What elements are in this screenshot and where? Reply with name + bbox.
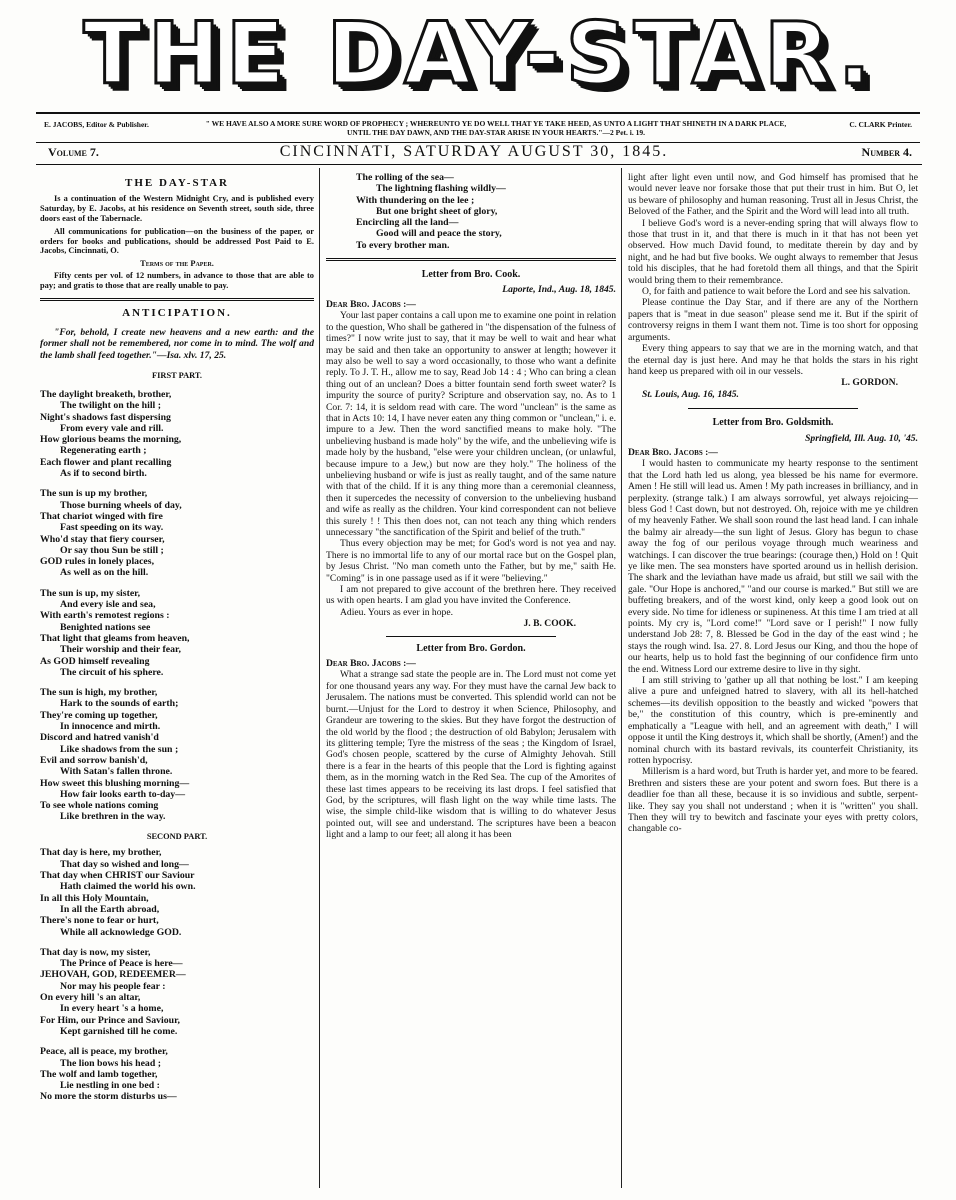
printer-credit: C. CLARK Printer. bbox=[849, 120, 912, 129]
poem-line: Evil and sorrow banish'd, bbox=[40, 754, 148, 766]
poem-line: Good will and peace the story, bbox=[376, 228, 502, 240]
letter-gordon-paragraph: I believe God's word is a never-ending spring that will always flow to those that trust in it, and that there is much in it that has not been yet observed. How much David found, to meditate therein by day and by night, and he had but five books. We ought always to remember that Jesus told his disciples, that he had foretold them all things, and that the Spirit would bring them to their remembrance. bbox=[628, 217, 918, 286]
poem-line: No more the storm disturbs us— bbox=[40, 1091, 177, 1103]
letter-gordon-heading: Letter from Bro. Gordon. bbox=[416, 642, 526, 654]
poem-line: The lion bows his head ; bbox=[60, 1057, 161, 1069]
poem-line: In all this Holy Mountain, bbox=[40, 892, 149, 904]
letter-cook-place: Laporte, Ind., Aug. 18, 1845. bbox=[502, 284, 616, 296]
poem-line: For Him, our Prince and Saviour, bbox=[40, 1014, 180, 1026]
poem-line: Nor may his people fear : bbox=[60, 980, 166, 992]
terms-heading: Terms of the Paper. bbox=[140, 259, 214, 269]
poem-line: The sun is up my brother, bbox=[40, 488, 148, 500]
section-rule bbox=[386, 636, 556, 637]
poem-line: JEHOVAH, GOD, REDEEMER— bbox=[40, 969, 186, 981]
dateline bbox=[44, 142, 916, 162]
poem-line: Discord and hatred vanish'd bbox=[40, 732, 159, 744]
section-rule bbox=[326, 258, 616, 261]
column-2 bbox=[326, 172, 616, 1194]
poem-line: With thundering on the lee ; bbox=[356, 194, 475, 206]
poem-line: How glorious beams the morning, bbox=[40, 434, 182, 446]
poem-line: The sun is high, my brother, bbox=[40, 687, 158, 699]
poem-line: As well as on the hill. bbox=[60, 567, 149, 579]
poem-title: ANTICIPATION. bbox=[122, 306, 232, 319]
motto: " WE HAVE ALSO A MORE SURE WORD OF PROPHECY ; WHEREUNTO YE DO WELL THAT YE TAKE HEED, AS UNTO A LIGHT THAT SHINETH IN A DARK PLACE, UNTIL THE DAY DAWN, AND THE DAY-STAR ARISE IN YOUR HEARTS."—2 Pet. i. 19. bbox=[205, 119, 787, 137]
poem-line: The sun is up, my sister, bbox=[40, 587, 141, 599]
letter-cook-paragraph: Thus every objection may be met; for God's word is not yea and nay. There is no immortal life to any of our mortal race but on the Gospel plan, by Jesus Christ. "No man cometh unto the Father, but by me," saith He. "Coming" is in one passage used as if it were "believing." bbox=[326, 538, 616, 584]
poem-line: The circuit of his sphere. bbox=[60, 666, 164, 678]
poem-line: Those burning wheels of day, bbox=[60, 499, 182, 511]
poem-line: That day so wished and long— bbox=[60, 858, 189, 870]
poem-line: Regenerating earth ; bbox=[60, 445, 147, 457]
poem-stanza bbox=[40, 947, 314, 1037]
poem-line: Or say thou Sun be still ; bbox=[60, 544, 164, 556]
issue-number: Number 4. bbox=[861, 145, 912, 159]
poem-line: That chariot winged with fire bbox=[40, 510, 163, 522]
letter-cook-paragraph: Adieu. Yours as ever in hope. bbox=[340, 606, 453, 618]
letter-cook-heading: Letter from Bro. Cook. bbox=[421, 269, 521, 281]
poem-line: In every heart 's a home, bbox=[60, 1003, 164, 1015]
letter-gordon-signature: L. GORDON. bbox=[841, 377, 898, 389]
poem-line: The daylight breaketh, brother, bbox=[40, 389, 172, 400]
letter-goldsmith-paragraph: I am still striving to 'gather up all that nothing be lost." I am keeping alive a pure and unfeigned hatred to slavery, with all its hell-hatched schemes—its devilish opposition to the beastly and wicked "powers that be," the constitution of this country, which is pre-eminently and emphatically a "League with hell, and an agreement with death," I will oppose it until the King destroys it, which shall be shortly, (Amen!) and the nominal church with its bastard revivals, its counterfeit Christianity, its rotten hypocrisy. bbox=[628, 675, 918, 766]
poem-line: Kept garnished till he come. bbox=[60, 1025, 178, 1037]
poem-line: The wolf and lamb together, bbox=[40, 1068, 158, 1080]
letter-goldsmith-paragraph: Millerism is a hard word, but Truth is harder yet, and more to be feared. Brethren and sisters these are your potent and sworn foes. But there is a deadlier foe than all these, because it is so invidious and subtle, serpent-like. They say you shall not understand ; when it is "written" you shall. Then they will try to bewitch and fascinate your eyes with pretty colors, changable co- bbox=[628, 766, 918, 835]
column-1 bbox=[40, 172, 314, 1194]
column-3 bbox=[628, 172, 918, 1194]
letter-gordon-place: St. Louis, Aug. 16, 1845. bbox=[642, 388, 739, 400]
paper-name-heading: THE DAY-STAR bbox=[125, 177, 229, 189]
poem-part1 bbox=[40, 389, 314, 823]
letter-gordon-salutation: Dear Bro. Jacobs :— bbox=[326, 658, 416, 670]
poem-line: With earth's remotest regions : bbox=[40, 610, 170, 622]
poem-line: Their worship and their fear, bbox=[60, 644, 181, 656]
poem-line: The lightning flashing wildly— bbox=[376, 183, 506, 195]
poem-line: The Prince of Peace is here— bbox=[60, 958, 183, 970]
poem-line: In all the Earth abroad, bbox=[60, 903, 160, 915]
letter-goldsmith-heading: Letter from Bro. Goldsmith. bbox=[712, 417, 834, 429]
poem-stanza bbox=[40, 488, 314, 578]
letter-gordon-paragraph: Please continue the Day Star, and if there are any of the Northern papers that is "meat in due season" please send me it. But if the spirit of controversy reigns in them I want them not. Time is too short for opposing arguments. bbox=[628, 297, 918, 343]
letter-goldsmith-place: Springfield, Ill. Aug. 10, '45. bbox=[805, 432, 918, 444]
poem-line: Like brethren in the way. bbox=[60, 811, 166, 823]
poem-line: And every isle and sea, bbox=[60, 599, 156, 611]
masthead-title: THE DAY-STAR. bbox=[83, 4, 877, 104]
section-rule bbox=[688, 408, 858, 409]
poem-line: Encircling all the land— bbox=[356, 217, 459, 229]
poem-epigraph: "For, behold, I create new heavens and a new earth: and the former shall not be remembered, nor come in to mind. The wolf and the lamb shall feed together."—Isa. xlv. 17, 25. bbox=[40, 326, 314, 361]
poem-line: On every hill 's an altar, bbox=[40, 992, 141, 1004]
poem-line: Hark to the sounds of earth; bbox=[60, 698, 179, 710]
terms-text: Fifty cents per vol. of 12 numbers, in advance to those that are able to pay; and gratis to those that are really unable to pay. bbox=[40, 270, 314, 290]
poem-line: GOD rules in lonely places, bbox=[40, 556, 155, 568]
poem-line: How sweet this blushing morning— bbox=[40, 777, 190, 789]
letter-gordon-paragraph: O, for faith and patience to wait before the Lord and see his salvation. bbox=[642, 286, 911, 298]
letter-gordon-paragraph: Every thing appears to say that we are in the morning watch, and that the eternal day is just here. And may he that holds the stars in his right hand keep us prepared with oil in our vessels. bbox=[628, 343, 918, 377]
poem-line: From every vale and rill. bbox=[60, 422, 164, 434]
poem-line: Benighted nations see bbox=[60, 621, 151, 633]
poem-line: How fair looks earth to-day— bbox=[60, 788, 185, 800]
poem-line: As GOD himself revealing bbox=[40, 655, 150, 667]
poem-ending bbox=[326, 172, 616, 251]
poem-line: Lie nestling in one bed : bbox=[60, 1080, 160, 1092]
publication-notice: Is a continuation of the Western Midnight Cry, and is published every Saturday, by E. Jacobs, at his residence on Seventh street, south side, three doors east of the Tabernacle. bbox=[40, 194, 314, 223]
poem-line: To every brother man. bbox=[356, 239, 450, 251]
poem-line: Who'd stay that fiery courser, bbox=[40, 533, 165, 545]
poem-line: To see whole nations coming bbox=[40, 800, 159, 812]
letter-goldsmith-paragraph: I would hasten to communicate my hearty response to the sentiment that the Lord hath led us along, yea blessed be his name for evermore. Amen ! He still will lead us. Amen ! My path increases in brilliancy, and in perplexity. (strange talk.) I am always sorrowful, yet always rejoicing—bless God ! Cast down, but not destroyed. Oh, rejoice with me ye children of my heavenly Father. We shall soon round the last head land. I can inhale the balmy air already—the sun light of Jesus. Glory has begun to chase away the fog of our perilous voyage through much weariness and watchings. I can discover the true bearings: (courage then,) Hold on ! Quit ye like men. The sea monsters have sported around us in hellish derision. The shark and the leviathan have made us afraid, but still we sail with the gale. "Our Hope is anchored," "and our course is marked." But still we are buffeting breakers, and of the worst kind, only keep a good look out on every side. No time for idleness or supineness. At this time I am tried at all points. My cry is, "Lord come!" "Lord save or I perish!" I now fully understand Job 28: 7, 8. Blessed be God in the day of the east wind ; he stays the rough wind. Isa. 27. 8. Lord Jesus our King, and thou the hope of our hearts, help us to hold fast the beginning of our confidence firm unto the end. Witness Lord our extreme desire to live in thy sight. bbox=[628, 458, 918, 675]
poem-line: That day is now, my sister, bbox=[40, 946, 151, 958]
place-date: CINCINNATI, SATURDAY AUGUST 30, 1845. bbox=[279, 143, 669, 160]
letter-goldsmith-salutation: Dear Bro. Jacobs :— bbox=[628, 446, 718, 458]
poem-stanza bbox=[40, 588, 314, 678]
column-divider bbox=[621, 168, 622, 1188]
poem-line: While all acknowledge GOD. bbox=[60, 926, 182, 938]
volume-number: Volume 7. bbox=[48, 145, 99, 159]
poem-part2 bbox=[40, 847, 314, 1102]
poem-stanza bbox=[40, 847, 314, 937]
letter-gordon-paragraph: What a strange sad state the people are in. The Lord must not come yet for one thousand years any way. For they must have the carnal Jew back to Jerusalem. The nations must be converted. This splendid world can not be burnt.—Unjust for the Lord to destroy it when Science, Philosophy, and Grandeur are towering to the skies. But they have forgot the destruction of the old world by the flood ; the destruction of old Babylon; Jerusalem with its glittering temple; Tyre the mistress of the seas ; the Kingdom of Israel, God's chosen people, scattered by the curse of Almighty Jehovah. Still there is a fear in the hearts of this people that the Lord is fighting against them, as in the morning watch in the Red Sea. The cup of the Amorites of these last times appears to be receiving its last drops. I feel satisfied that God, by the scriptures, will flash light on the way while time lasts. The wise, the simple child-like wisdom that is willing to do whatever Jesus pointed out, will see and understand. The scriptures have been a beacon light and a lamp to our feet; all along it has been bbox=[326, 669, 616, 841]
poem-line: That light that gleams from heaven, bbox=[40, 632, 190, 644]
correspondence-notice: All communications for publication—on the business of the paper, or orders for books and publications, should be addressed Post Paid to E. Jacobs, Cincinnati, O. bbox=[40, 226, 314, 256]
letter-cook-signature: J. B. COOK. bbox=[523, 618, 576, 630]
poem-line: Night's shadows fast dispersing bbox=[40, 411, 171, 423]
poem-stanza bbox=[40, 687, 314, 823]
poem-line: That day is here, my brother, bbox=[40, 847, 162, 859]
poem-line: There's none to fear or hurt, bbox=[40, 915, 159, 927]
letter-cook-salutation: Dear Bro. Jacobs :— bbox=[326, 298, 416, 310]
part1-heading: FIRST PART. bbox=[152, 371, 202, 381]
poem-stanza bbox=[40, 1046, 314, 1102]
publication-bar bbox=[36, 112, 920, 143]
letter-gordon-continuation: light after light even until now, and God himself has promised that he would never leave nor forsake those that put their trust in him. But O, let us beware of philosophy and human reasoning. Trust all in Jesus Christ, the Beloved of the Father, and the Spirit and the Word will lead into all truth. bbox=[628, 172, 918, 218]
poem-line: They're coming up together, bbox=[40, 709, 158, 721]
poem-line: Peace, all is peace, my brother, bbox=[40, 1046, 168, 1058]
poem-line: Hath claimed the world his own. bbox=[60, 881, 196, 893]
poem-line: Each flower and plant recalling bbox=[40, 456, 172, 468]
poem-line: The rolling of the sea— bbox=[356, 172, 454, 183]
poem-line: In innocence and mirth. bbox=[60, 721, 161, 733]
poem-line: But one bright sheet of glory, bbox=[376, 205, 498, 217]
poem-line: Fast speeding on its way. bbox=[60, 522, 164, 534]
dateline-rule bbox=[36, 164, 922, 165]
poem-line: The twilight on the hill ; bbox=[60, 400, 161, 412]
poem-line: Like shadows from the sun ; bbox=[60, 743, 179, 755]
poem-line: That day when CHRIST our Saviour bbox=[40, 870, 195, 882]
letter-cook-paragraph: I am not prepared to give account of the brethren here. They received us with open hearts. I am glad you have invited the Conference. bbox=[326, 584, 616, 607]
poem-stanza bbox=[40, 389, 314, 479]
poem-line: As if to second birth. bbox=[60, 468, 147, 480]
part2-heading: SECOND PART. bbox=[146, 831, 208, 841]
poem-line: With Satan's fallen throne. bbox=[60, 766, 173, 778]
column-divider bbox=[319, 168, 320, 1188]
letter-cook-paragraph: Your last paper contains a call upon me to examine one point in relation to the question, Who shall be gathered in "the dispensation of the fulness of times?" I now write just to say, that it may be well to wait and hear what may be said and then take an opportunity to answer at length; however it may also be well to say a word occasionally, to those who want a definite reply. To J. T. H., allow me to say, Read Job 14 : 4 ; Who can bring a clean thing out of an unclean? Does a bitter fountain send forth sweet water? Is impurity the source of purity? Scripture and observation say, no. As to 1 Cor. 7: 14, it is seldom read with care. The word "unclean" is the same as that in Acts 10: 14, I have never eaten any thing common or "unclean," i. e. impure to a Jew. Then the word sanctified means to make holy. "The unbelieving husband is made holy" by the wife, and the unbelieving wife is made holy by the husband, "else were your children unclean, (or unlawful, because impure to a Jew,) but now are they holy." The holiness of the unbelieving husband or wife is just as really taught, and of the same nature with that of the child. If it is any thing more than a ceremonial cleanness, then it supercedes the necessity of conversion to the unbelieving husband and wife as really as the children. Your kind correspondent can not believe this surely ! ! This then does not, can not teach any thing which renders unnecessary "the sanctification of the Spirit and belief of the truth." bbox=[326, 310, 616, 539]
section-rule bbox=[40, 298, 314, 301]
editor-credit: E. JACOBS, Editor & Publisher. bbox=[44, 120, 149, 129]
